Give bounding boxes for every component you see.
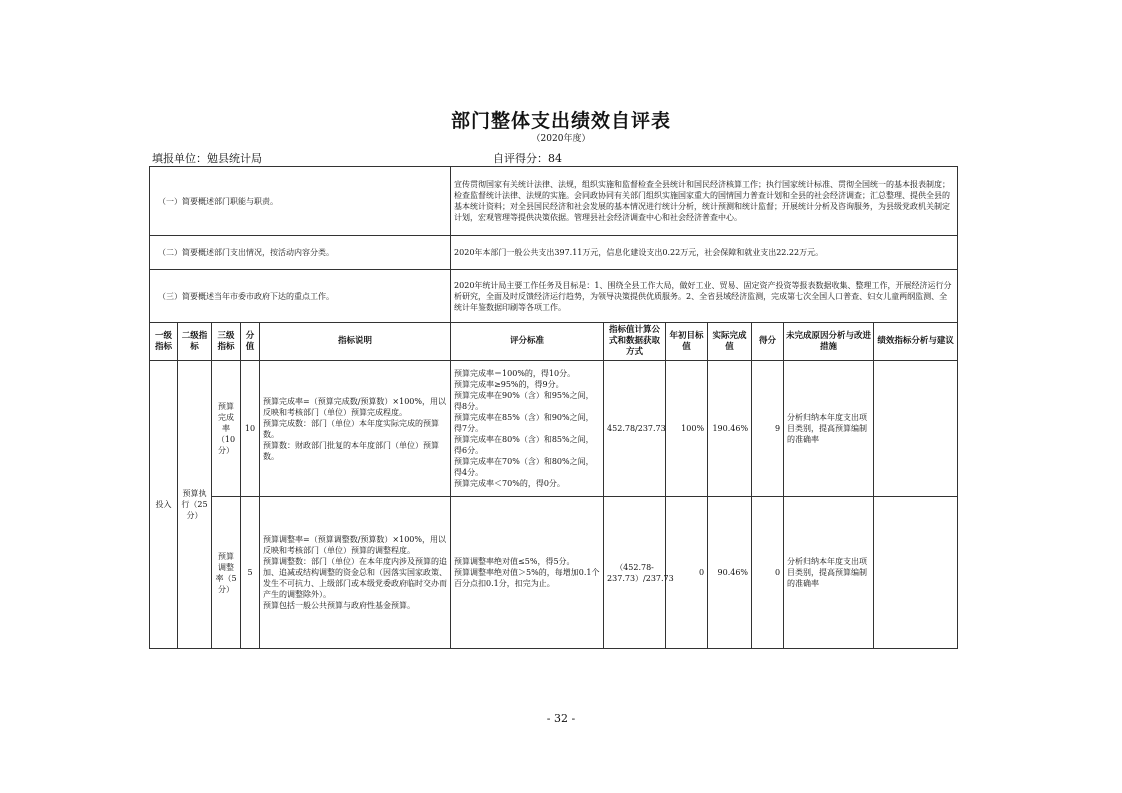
reason-cell: 分析归纳本年度支出项目类别，提高预算编制的准确率 xyxy=(784,497,874,649)
level3-cell: 预算调整率（5分） xyxy=(212,497,241,649)
header-description: 指标说明 xyxy=(260,323,451,361)
summary-row-3 xyxy=(150,270,958,323)
header-row xyxy=(150,323,958,361)
description-cell: 预算完成率=（预算完成数/预算数）×100%，用以反映和考核部门（单位）预算完成程度。 预算完成数：部门（单位）本年度实际完成的预算数。 预算数：财政部门批复的本年度部门（单位）预算数。 xyxy=(260,361,451,497)
header-suggest: 绩效指标分析与建议 xyxy=(874,323,958,361)
criteria-cell: 预算完成率＝100%的，得10分。 预算完成率≥95%的，得9分。 预算完成率在90%（含）和95%之间，得8分。 预算完成率在85%（含）和90%之间，得7分。 预算完成率在80%（含）和85%之间，得6分。 预算完成率在70%（含）和80%之间，得4分。 预算完成率＜70%的，得0分。 xyxy=(451,361,604,497)
header-level2: 二级指标 xyxy=(178,323,212,361)
formula-cell: （452.78-237.73）/237.73 xyxy=(604,497,666,649)
summary-content: 2020年统计局主要工作任务及目标是：1、围绕全县工作大局，做好工业、贸易、固定资产投资等报表数据收集、整理工作，开展经济运行分析研究，全面及时反馈经济运行趋势，为领导决策提供优质服务。2、全省县域经济监测，完成第七次全国人口普查、妇女儿童两纲监测、全统计年鉴数据印刷等各项工作。 xyxy=(451,270,958,323)
header-formula: 指标值计算公式和数据获取方式 xyxy=(604,323,666,361)
got-cell: 0 xyxy=(752,497,784,649)
description-cell: 预算调整率=（预算调整数/预算数）×100%，用以反映和考核部门（单位）预算的调整程度。 预算调整数：部门（单位）在本年度内涉及预算的追加、追减或结构调整的资金总和（因落实国家政策、发生不可抗力、上级部门或本级党委政府临时交办而产生的调整除外）。 预算包括一般公共预算与政府性基金预算。 xyxy=(260,497,451,649)
header-score-value: 分值 xyxy=(241,323,260,361)
reporting-unit: 填报单位：勉县统计局 xyxy=(152,152,262,165)
actual-cell: 190.46% xyxy=(708,361,752,497)
page-title: 部门整体支出绩效自评表 xyxy=(450,110,671,132)
table-row xyxy=(150,361,958,497)
header-actual: 实际完成值 xyxy=(708,323,752,361)
table-row xyxy=(150,497,958,649)
summary-row-1 xyxy=(150,167,958,236)
level1-cell: 投入 xyxy=(150,361,178,649)
score-value-cell: 10 xyxy=(241,361,260,497)
summary-label: （二）简要概述部门支出情况，按活动内容分类。 xyxy=(150,236,451,270)
summary-content: 宣传贯彻国家有关统计法律、法规，组织实施和监督检查全县统计和国民经济核算工作；执行国家统计标准、贯彻全国统一的基本报表制度；检查监督统计法律、法规的实施。会同政协同有关部门组织实施国家重大的国情国力普查计划和全县的社会经济调查；汇总整理、提供全县的基本统计资料；对全县国民经济和社会发展的基本情况进行统计分析，统计预测和统计监督；开展统计分析及咨询服务，为县级党政机关制定计划，宏观管理等提供决策依据。管理县社会经济调查中心和社会经济普查中心。 xyxy=(451,167,958,236)
suggest-cell xyxy=(874,497,958,649)
header-target: 年初目标值 xyxy=(666,323,708,361)
summary-content: 2020年本部门一般公共支出397.11万元，信息化建设支出0.22万元，社会保障和就业支出22.22万元。 xyxy=(451,236,958,270)
got-cell: 9 xyxy=(752,361,784,497)
criteria-cell: 预算调整率绝对值≤5%，得5分。 预算调整率绝对值＞5%的，每增加0.1个百分点扣0.1分，扣完为止。 xyxy=(451,497,604,649)
summary-label: （一）简要概述部门职能与职责。 xyxy=(150,167,451,236)
level2-cell: 预算执行（25分） xyxy=(178,361,212,649)
target-cell: 100% xyxy=(666,361,708,497)
header-reason: 未完成原因分析与改进措施 xyxy=(784,323,874,361)
suggest-cell xyxy=(874,361,958,497)
page-number: - 32 - xyxy=(546,712,576,725)
formula-cell: 452.78/237.73 xyxy=(604,361,666,497)
actual-cell: 90.46% xyxy=(708,497,752,649)
score-value-cell: 5 xyxy=(241,497,260,649)
summary-label: （三）简要概述当年市委市政府下达的重点工作。 xyxy=(150,270,451,323)
summary-row-2 xyxy=(150,236,958,270)
reason-cell: 分析归纳本年度支出项目类别，提高预算编制的准确率 xyxy=(784,361,874,497)
level3-cell: 预算完成率（10分） xyxy=(212,361,241,497)
year-subtitle: （2020年度） xyxy=(531,134,591,144)
header-got: 得分 xyxy=(752,323,784,361)
performance-table xyxy=(149,166,958,649)
header-level3: 三级指标 xyxy=(212,323,241,361)
header-criteria: 评分标准 xyxy=(451,323,604,361)
target-cell: 0 xyxy=(666,497,708,649)
header-level1: 一级指标 xyxy=(150,323,178,361)
self-score: 自评得分：84 xyxy=(493,152,562,165)
